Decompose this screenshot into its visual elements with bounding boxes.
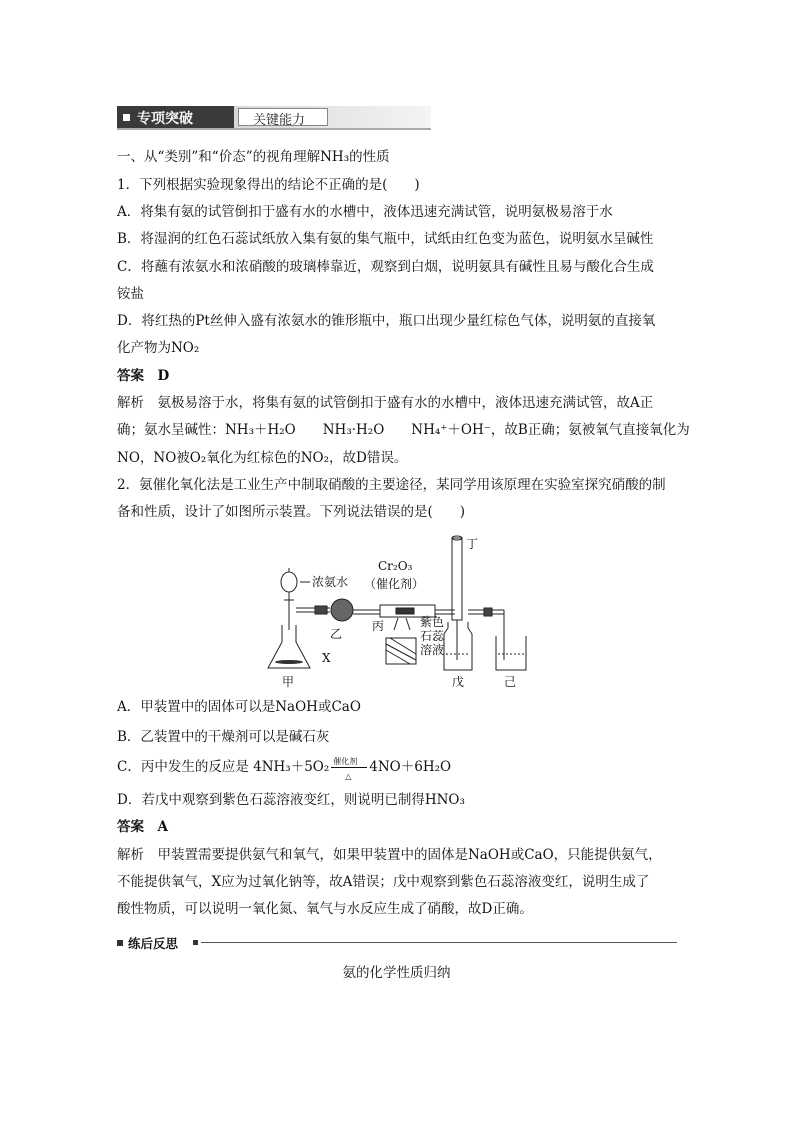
tube-ding bbox=[452, 536, 462, 620]
q1-option-a: A．将集有氨的试管倒扣于盛有水的水槽中，液体迅速充满试管，说明氨极易溶于水 bbox=[117, 204, 613, 220]
q2-option-b: B．乙装置中的干燥剂可以是碱石灰 bbox=[117, 729, 330, 745]
label-ji: 己 bbox=[504, 675, 517, 689]
q2-explanation-line1: 解析 甲装置需要提供氨气和氧气，如果甲装置中的固体是NaOH或CaO，只能提供氨气， bbox=[117, 847, 662, 863]
banner-section-title: 专项突破 bbox=[137, 111, 193, 127]
q1-explanation-line1: 解析 氨极易溶于水，将集有氨的试管倒扣于盛有水的水槽中，液体迅速充满试管，故A正 bbox=[117, 395, 654, 411]
dryer-yi bbox=[331, 599, 380, 621]
arrow-condition-bottom: △ bbox=[345, 771, 352, 781]
label-yi: 乙 bbox=[330, 627, 343, 641]
q2-stem-line2: 备和性质，设计了如图所示装置。下列说法错误的是( ) bbox=[117, 504, 466, 520]
label-litmus1: 紫色 bbox=[420, 615, 445, 629]
label-litmus2: 石蕊 bbox=[420, 629, 445, 643]
banner-underline bbox=[117, 128, 431, 130]
section-heading: 一、从“类别”和“价态”的视角理解NH₃的性质 bbox=[117, 149, 390, 165]
q1-explanation-line3: NO，NO被O₂氧化为红棕色的NO₂，故D错误。 bbox=[117, 450, 408, 466]
label-x: X bbox=[322, 651, 331, 665]
tube-flask-to-dryer bbox=[296, 606, 330, 614]
q2-option-d: D．若戊中观察到紫色石蕊溶液变红，则说明已制得HNO₃ bbox=[117, 792, 465, 808]
q1-explanation-line2: 确；氨水呈碱性：NH₃＋H₂O NH₃·H₂O NH₄⁺＋OH⁻，故B正确；氨被氧气直接氧化为 bbox=[117, 422, 690, 438]
banner-subtitle: 关键能力 bbox=[253, 113, 306, 128]
q2-option-c-post: 4NO＋6H₂O bbox=[369, 759, 452, 775]
q1-option-d-line2: 化产物为NO₂ bbox=[117, 340, 200, 356]
bottle-wu bbox=[444, 620, 472, 670]
q2-option-a: A．甲装置中的固体可以是NaOH或CaO bbox=[117, 699, 361, 715]
q2-option-c bbox=[117, 756, 452, 781]
banner-square-icon bbox=[123, 114, 130, 121]
q2-answer: 答案 A bbox=[117, 819, 168, 835]
flask-jia bbox=[268, 625, 310, 668]
apparatus-diagram bbox=[260, 530, 560, 690]
q1-answer: 答案 D bbox=[117, 368, 170, 384]
reflection-bar bbox=[117, 936, 677, 950]
label-ammonia: 浓氨水 bbox=[312, 575, 349, 589]
tube-to-ji bbox=[468, 608, 504, 660]
reflection-rule bbox=[201, 942, 677, 943]
q2-stem-line1: 2．氨催化氧化法是工业生产中制取硝酸的主要途径，某同学用该原理在实验室探究硝酸的制 bbox=[117, 477, 666, 493]
q1-option-b: B．将湿润的红色石蕊试纸放入集有氨的集气瓶中，试纸由红色变为蓝色，说明氨水呈碱性 bbox=[117, 231, 654, 247]
q2-explanation-line2: 不能提供氧气，X应为过氧化钠等，故A错误；戊中观察到紫色石蕊溶液变红，说明生成了 bbox=[117, 874, 650, 890]
alcohol-lamp bbox=[386, 618, 416, 664]
beaker-ji bbox=[496, 636, 526, 670]
section-banner bbox=[117, 106, 431, 130]
reflection-square-icon bbox=[117, 940, 123, 946]
q2-explanation-line3: 酸性物质，可以说明一氧化氮、氧气与水反应生成了硝酸，故D正确。 bbox=[117, 901, 533, 917]
q1-option-d-line1: D．将红热的Pt丝伸入盛有浓氨水的锥形瓶中，瓶口出现少量红棕色气体，说明氨的直接氧 bbox=[117, 313, 656, 329]
label-bing: 丙 bbox=[372, 619, 385, 633]
arrow-condition-top: 催化剂 bbox=[333, 756, 358, 766]
label-litmus3: 溶液 bbox=[420, 643, 445, 657]
reflection-title: 氨的化学性质归纳 bbox=[342, 965, 451, 981]
label-ding: 丁 bbox=[466, 537, 479, 551]
reflection-label: 练后反思 bbox=[128, 936, 179, 951]
label-wu: 戊 bbox=[452, 675, 465, 689]
reaction-arrow bbox=[329, 756, 369, 781]
label-catalyst2: （催化剂） bbox=[364, 577, 425, 591]
label-catalyst: Cr₂O₃ bbox=[378, 559, 413, 573]
reflection-square-icon-2 bbox=[193, 940, 198, 945]
q1-stem: 1．下列根据实验现象得出的结论不正确的是( ) bbox=[117, 177, 420, 193]
q2-option-c-pre: C．丙中发生的反应是 4NH₃＋5O₂ bbox=[117, 759, 330, 775]
q1-option-c-line2: 铵盐 bbox=[117, 286, 144, 302]
q1-option-c-line1: C．将蘸有浓氨水和浓硝酸的玻璃棒靠近，观察到白烟，说明氨具有碱性且易与酸化合生成 bbox=[117, 259, 654, 275]
separatory-funnel bbox=[281, 568, 310, 630]
label-jia: 甲 bbox=[282, 675, 295, 689]
